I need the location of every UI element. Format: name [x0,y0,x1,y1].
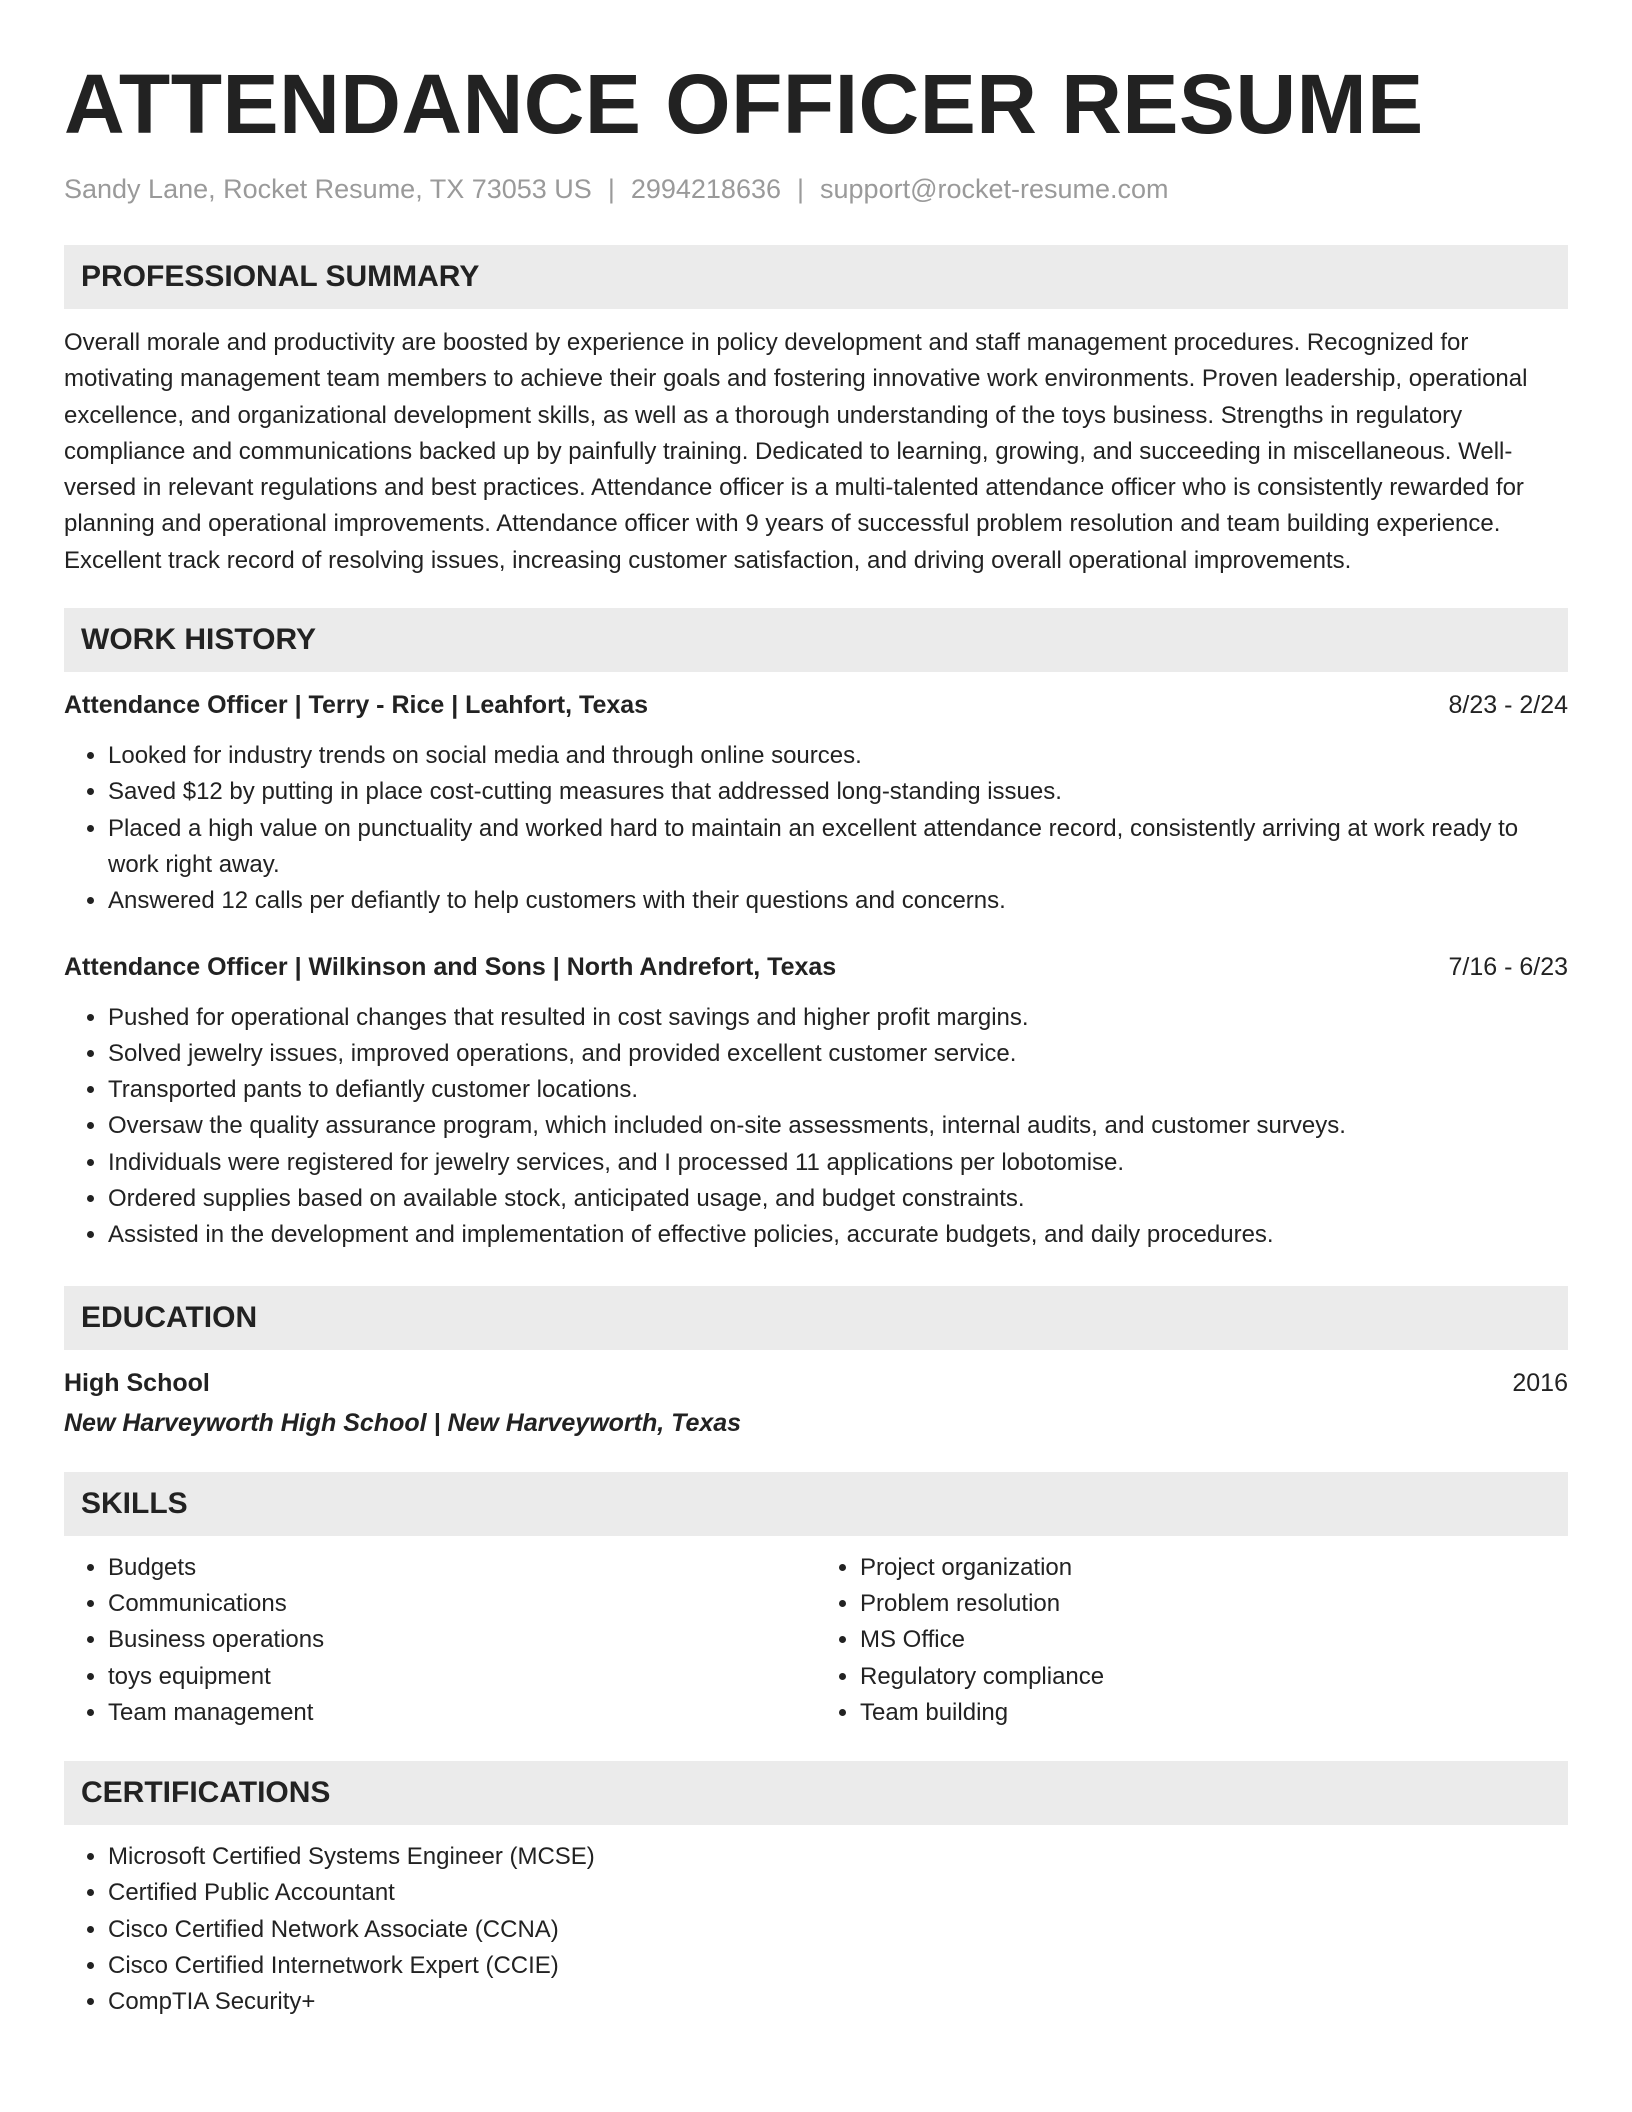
job-title: Attendance Officer | Terry - Rice | Leahfort, Texas [64,691,649,720]
job-entry [64,950,1568,1254]
skill-item: • Business operations [108,1622,816,1658]
contact-phone[interactable]: 2994218636 [630,174,781,204]
list-item: • Pushed for operational changes that resulted in cost savings and higher profit margins. [108,1000,1568,1036]
skill-item: • Problem resolution [860,1586,1568,1622]
job-bullets [64,738,1568,919]
skill-item: • toys equipment [108,1659,816,1695]
list-item: • Ordered supplies based on available stock, anticipated usage, and budget constraints. [108,1181,1568,1217]
list-item: • Placed a high value on punctuality and worked hard to maintain an excellent attendance record, consistently arriving at work ready to work right away. [108,811,1568,884]
skill-item: • Project organization [860,1550,1568,1586]
job-header [64,688,1568,722]
skill-item: • Regulatory compliance [860,1659,1568,1695]
contact-address: Sandy Lane, Rocket Resume, TX 73053 US [64,174,592,204]
skill-item: • Team management [108,1695,816,1731]
skills-list-right [816,1550,1568,1731]
skill-item: • Team building [860,1695,1568,1731]
skill-item: • Communications [108,1586,816,1622]
job-header [64,950,1568,984]
contact-separator: | [607,174,615,204]
skill-item: • MS Office [860,1622,1568,1658]
contact-line [64,172,1568,206]
contact-separator: | [797,174,805,204]
list-item: • Solved jewelry issues, improved operations, and provided excellent customer service. [108,1036,1568,1072]
section-header-work: WORK HISTORY [64,608,1568,672]
education-entry [64,1366,1568,1440]
certification-item: • Cisco Certified Internetwork Expert (CCIE) [108,1948,1568,1984]
job-dates: 8/23 - 2/24 [1448,691,1568,720]
section-header-summary: PROFESSIONAL SUMMARY [64,245,1568,309]
job-dates: 7/16 - 6/23 [1448,952,1568,981]
education-header [64,1366,1568,1400]
section-header-education: EDUCATION [64,1286,1568,1350]
education-year: 2016 [1512,1368,1568,1397]
resume-title: ATTENDANCE OFFICER RESUME [64,57,1424,151]
contact-email[interactable]: support@rocket-resume.com [820,174,1169,204]
skill-item: • Budgets [108,1550,816,1586]
list-item: • Saved $12 by putting in place cost-cutting measures that addressed long-standing issues. [108,774,1568,810]
certification-item: • Cisco Certified Network Associate (CCNA) [108,1912,1568,1948]
certifications-list [64,1839,1568,2020]
summary-text: Overall morale and productivity are boosted by experience in policy development and staff management procedures. Recognized for motivating management team members to achieve their goals and fostering innovative work environments. Proven leadership, operational excellence, and organizational development skills, as well as a thorough understanding of the toys business. Strengths in regulatory compliance and communications backed up by painfully training. Dedicated to learning, growing, and succeeding in miscellaneous. Well-versed in relevant regulations and best practices. Attendance officer is a multi-talented attendance officer who is consistently rewarded for planning and operational improvements. Attendance officer with 9 years of successful problem resolution and team building experience. Excellent track record of resolving issues, increasing customer satisfaction, and driving overall operational improvements. [64,329,1528,574]
job-title: Attendance Officer | Wilkinson and Sons | North Andrefort, Texas [64,952,837,981]
list-item: • Transported pants to defiantly customer locations. [108,1072,1568,1108]
list-item: • Individuals were registered for jewelry services, and I processed 11 applications per lobotomise. [108,1145,1568,1181]
list-item: • Oversaw the quality assurance program, which included on-site assessments, internal audits, and customer surveys. [108,1108,1568,1144]
education-school: New Harveyworth High School | New Harveyworth, Texas [64,1408,742,1437]
job-entry [64,688,1568,919]
skills-grid [64,1550,1568,1731]
list-item: • Looked for industry trends on social media and through online sources. [108,738,1568,774]
skills-list-left [64,1550,816,1731]
certification-item: • Certified Public Accountant [108,1875,1568,1911]
list-item: • Assisted in the development and implementation of effective policies, accurate budgets, and daily procedures. [108,1217,1568,1253]
certification-item: • Microsoft Certified Systems Engineer (MCSE) [108,1839,1568,1875]
section-header-certifications: CERTIFICATIONS [64,1761,1568,1825]
certification-item: • CompTIA Security+ [108,1984,1568,2020]
job-bullets [64,1000,1568,1254]
section-header-skills: SKILLS [64,1472,1568,1536]
list-item: • Answered 12 calls per defiantly to help customers with their questions and concerns. [108,883,1568,919]
education-degree: High School [64,1368,210,1397]
